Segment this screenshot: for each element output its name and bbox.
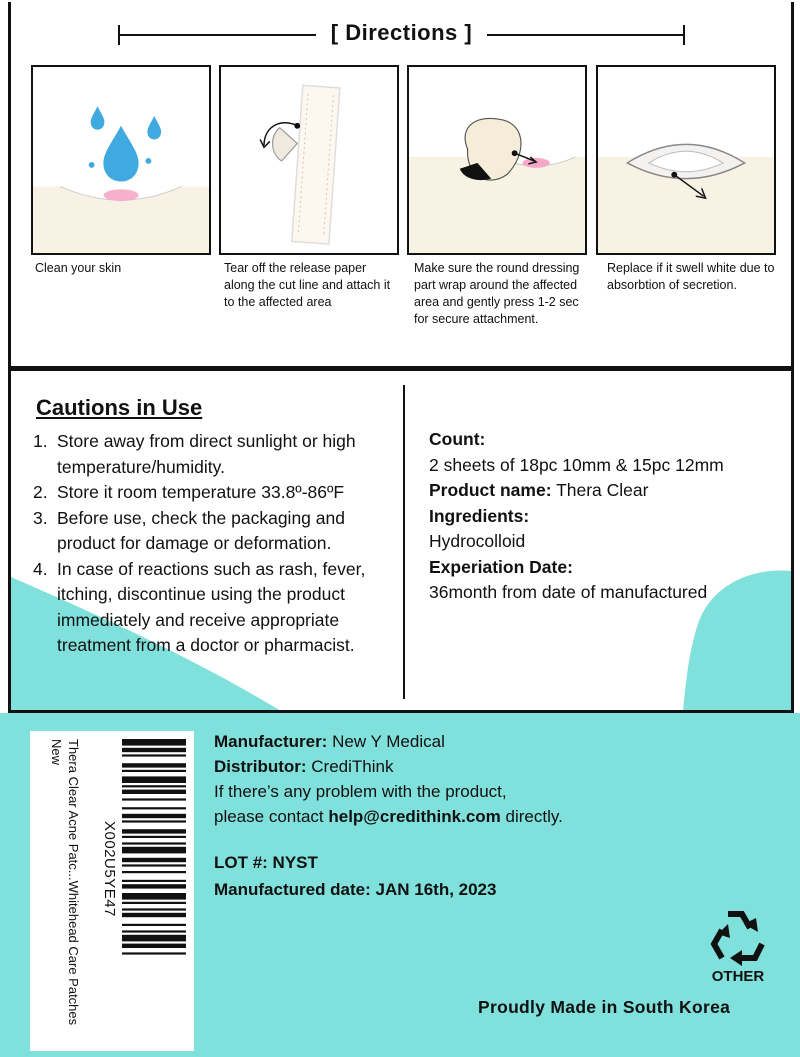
barcode-bar bbox=[122, 924, 186, 926]
product-specs bbox=[429, 427, 779, 606]
caution-text: Store it room temperature 33.8º-86ºF bbox=[57, 482, 345, 502]
directions-header bbox=[11, 16, 791, 52]
product-name-label: Product name: bbox=[429, 480, 552, 500]
step-3-text: Make sure the round dressing part wrap around the affected area and gently press 1-2 sec for secure attachment. bbox=[414, 261, 580, 326]
caution-text: Before use, check the packaging and product for damage or deformation. bbox=[57, 507, 345, 553]
directions-title: [ Directions ] bbox=[330, 20, 473, 45]
barcode-label bbox=[30, 731, 194, 1051]
distributor-row bbox=[214, 754, 774, 779]
barcode-bar bbox=[122, 776, 186, 783]
barcode-bar bbox=[122, 884, 186, 888]
manufacturer-row bbox=[214, 729, 774, 754]
ingredients-label: Ingredients: bbox=[429, 505, 530, 526]
cautions-title: Cautions in Use bbox=[36, 395, 203, 420]
count-value: 2 sheets of 18pc 10mm & 15pc 12mm bbox=[429, 454, 724, 475]
contact-prefix: please contact bbox=[214, 807, 329, 826]
barcode-bar bbox=[122, 893, 186, 900]
barcode-bar bbox=[122, 847, 186, 854]
step-4-text: Replace if it swell white due to absorbtion of secretion. bbox=[607, 261, 775, 292]
barcode-bar bbox=[122, 871, 186, 873]
caution-item bbox=[33, 480, 408, 506]
barcode-bar bbox=[122, 880, 186, 882]
barcode-bar bbox=[122, 935, 186, 942]
contact-line: If there’s any problem with the product, bbox=[214, 782, 507, 801]
lot-number: LOT #: NYST bbox=[214, 853, 318, 872]
step-1-text: Clean your skin bbox=[35, 261, 122, 275]
distributor-value: CrediThink bbox=[311, 757, 394, 776]
caution-number: 1. bbox=[33, 431, 48, 451]
barcode-bar bbox=[122, 770, 186, 772]
barcode-bar bbox=[122, 944, 186, 948]
manufacturer-value: New Y Medical bbox=[332, 732, 445, 751]
caution-text: In case of reactions such as rash, fever, itching, discontinue using the product immediately and receive appropriate treatment from a doctor or pharmacist. bbox=[57, 558, 366, 655]
recycle-icon bbox=[706, 906, 770, 966]
barcode-label-content bbox=[30, 731, 194, 1051]
barcode-bar bbox=[122, 739, 186, 746]
ingredients-value: Hydrocolloid bbox=[429, 531, 526, 551]
item-name: Thera Clear Acne Patc...Whitehead Care Patches New bbox=[49, 739, 81, 1026]
swollen-patch-illustration bbox=[598, 67, 774, 253]
header-rule-right bbox=[487, 34, 685, 36]
caution-item bbox=[33, 429, 408, 480]
manufacturer-section bbox=[0, 713, 800, 1057]
step-4-image bbox=[596, 65, 776, 255]
apply-patch-illustration bbox=[409, 67, 585, 253]
expiration-label: Experiation Date: bbox=[429, 556, 573, 577]
barcode-bar bbox=[122, 858, 186, 862]
lot-info bbox=[214, 849, 496, 903]
contact-email-row bbox=[214, 804, 774, 829]
barcode-bar bbox=[122, 798, 186, 800]
barcode-bar bbox=[122, 807, 186, 809]
step-1-image bbox=[31, 65, 211, 255]
contact-email: help@credithink.com bbox=[328, 807, 501, 826]
peel-release-paper-illustration bbox=[221, 67, 397, 253]
maker-info bbox=[214, 729, 774, 829]
barcode-bar bbox=[122, 913, 186, 917]
product-name-row bbox=[429, 478, 779, 504]
cautions-list bbox=[33, 429, 408, 659]
barcode-icon bbox=[122, 739, 186, 1039]
barcode-bar bbox=[122, 902, 186, 904]
barcode-bar bbox=[122, 820, 186, 822]
made-in-text: Proudly Made in South Korea bbox=[478, 997, 731, 1017]
caution-number: 4. bbox=[33, 558, 48, 579]
recycle-label: OTHER bbox=[711, 968, 765, 985]
caution-text: Store away from direct sunlight or high temperature/humidity. bbox=[57, 431, 356, 477]
barcode-bar bbox=[122, 864, 186, 866]
product-name-value: Thera Clear bbox=[556, 480, 649, 500]
directions-panel bbox=[8, 2, 794, 369]
caution-item bbox=[33, 506, 408, 557]
cautions-panel bbox=[8, 369, 794, 713]
barcode-bar bbox=[122, 836, 186, 838]
manufactured-date: Manufactured date: JAN 16th, 2023 bbox=[214, 880, 497, 899]
barcode-bar bbox=[122, 842, 186, 844]
barcode-bar bbox=[122, 829, 186, 833]
count-label: Count: bbox=[429, 429, 486, 449]
caution-number: 3. bbox=[33, 507, 48, 528]
caution-number: 2. bbox=[33, 482, 48, 502]
step-2-text: Tear off the release paper along the cut line and attach it to the affected area bbox=[224, 261, 391, 309]
step-3-image bbox=[407, 65, 587, 255]
barcode-bar bbox=[122, 930, 186, 932]
fnsku-code: X002U5YE47 bbox=[101, 821, 118, 917]
step-2-image bbox=[219, 65, 399, 255]
contact-suffix: directly. bbox=[500, 807, 563, 826]
header-rule-right-cap bbox=[683, 25, 685, 45]
caution-item bbox=[33, 557, 408, 659]
distributor-label: Distributor: bbox=[214, 757, 307, 776]
barcode-bar bbox=[122, 814, 186, 818]
header-rule-left bbox=[118, 34, 316, 36]
barcode-bar bbox=[122, 785, 186, 787]
barcode-bar bbox=[122, 763, 186, 767]
barcode-bar bbox=[122, 790, 186, 794]
manufacturer-label: Manufacturer: bbox=[214, 732, 328, 751]
barcode-bar bbox=[122, 908, 186, 910]
barcode-bar bbox=[122, 754, 186, 756]
water-drops-illustration bbox=[33, 67, 209, 253]
barcode-bar bbox=[122, 748, 186, 752]
expiration-value: 36month from date of manufactured bbox=[429, 582, 708, 602]
barcode-bar bbox=[122, 952, 186, 954]
